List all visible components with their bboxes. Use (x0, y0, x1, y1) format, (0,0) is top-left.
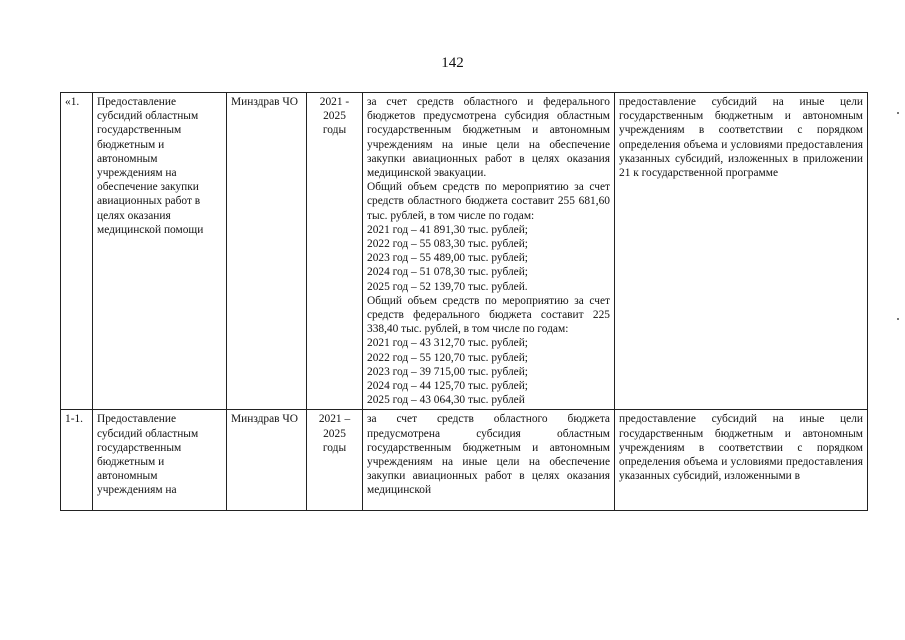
goal-text: предоставление субсидий на иные цели государственным бюджетным и автономным учреждениям в соответствии с порядком определения объема и условиями предоставления указанных субсидий, изложенными в (619, 413, 863, 483)
program-table (60, 92, 868, 511)
measure-name-line: целях оказания (97, 209, 171, 222)
federal-budget-total: Общий объем средств по мероприятию за счет средств федерального бюджета составит 225 338,40 тыс. рублей, в том числе по годам: (367, 294, 610, 336)
measure-name-line: автономным (97, 152, 158, 165)
measure-name-line: государственным (97, 441, 182, 454)
years-cell (307, 410, 363, 511)
row-number: 1-1. (65, 413, 84, 426)
measure-name-line: Предоставление (97, 413, 177, 426)
executor: Минздрав ЧО (231, 413, 299, 426)
row-number-cell (61, 93, 93, 410)
federal-year-amount: 2025 год – 43 064,30 тыс. рублей (367, 394, 525, 407)
regional-year-amount: 2022 год – 55 083,30 тыс. рублей; (367, 238, 528, 251)
federal-year-amount: 2021 год – 43 312,70 тыс. рублей; (367, 337, 528, 350)
federal-year-amount: 2022 год – 55 120,70 тыс. рублей; (367, 351, 528, 364)
measure-name-line: субсидий областным (97, 110, 199, 123)
executor: Минздрав ЧО (231, 96, 299, 108)
measure-name-line: бюджетным и (97, 138, 165, 151)
funding-source-text: за счет средств областного бюджета предусмотрена субсидия областным государственным бюджетным и автономным учреждениям на иные цели на обеспечение закупки авиационных работ в целях оказания медицинской (367, 413, 610, 497)
measure-name-line: автономным (97, 470, 158, 483)
page-number: 142 (441, 55, 464, 71)
years: 2021 – 2025 годы (318, 413, 351, 454)
measure-name-cell (93, 410, 227, 511)
measure-name-line: медицинской помощи (97, 223, 204, 236)
measure-name-line: обеспечение закупки (97, 181, 199, 194)
measure-name-line: учреждениям на (97, 167, 177, 180)
goal-text: предоставление субсидий на иные цели государственным бюджетным и автономным учреждениям в соответствии с порядком определения объема и условиями предоставления указанных субсидий, изложенных в приложении 21 к государственной программе (619, 96, 863, 180)
federal-year-amount: 2024 год – 44 125,70 тыс. рублей; (367, 380, 528, 393)
funding-source-cell (363, 410, 615, 511)
row-number: «1. (65, 96, 80, 108)
regional-year-amount: 2025 год – 52 139,70 тыс. рублей. (367, 280, 528, 293)
measure-name-line: бюджетным и (97, 456, 165, 469)
measure-name-line: субсидий областным (97, 427, 199, 440)
regional-year-amount: 2024 год – 51 078,30 тыс. рублей; (367, 266, 528, 279)
scan-mark (897, 318, 899, 320)
years-cell (307, 93, 363, 410)
measure-name-line: авиационных работ в (97, 195, 201, 208)
funding-source-cell (363, 93, 615, 410)
executor-cell (227, 93, 307, 410)
measure-name-line: государственным (97, 124, 182, 137)
goal-cell (615, 410, 868, 511)
regional-budget-total: Общий объем средств по мероприятию за счет средств областного бюджета составит 255 681,60 тыс. рублей, в том числе по годам: (367, 181, 610, 222)
measure-name-cell (93, 93, 227, 410)
regional-year-amount: 2023 год – 55 489,00 тыс. рублей; (367, 252, 528, 265)
funding-source-text: за счет средств областного и федерального бюджетов предусмотрена субсидия областным государственным бюджетным и автономным учреждениям на иные цели на обеспечение закупки авиационных работ в целях оказания медицинской эвакуации. (367, 96, 610, 180)
federal-year-amount: 2023 год – 39 715,00 тыс. рублей; (367, 365, 528, 378)
table-row (61, 410, 868, 511)
executor-cell (227, 410, 307, 511)
scan-mark (897, 112, 899, 114)
years: 2021 - 2025 годы (319, 96, 350, 137)
goal-cell (615, 93, 868, 410)
regional-year-amount: 2021 год – 41 891,30 тыс. рублей; (367, 223, 528, 236)
table-row (61, 93, 868, 410)
measure-name-line: Предоставление (97, 96, 177, 108)
row-number-cell (61, 410, 93, 511)
measure-name-line: учреждениям на (97, 484, 177, 497)
